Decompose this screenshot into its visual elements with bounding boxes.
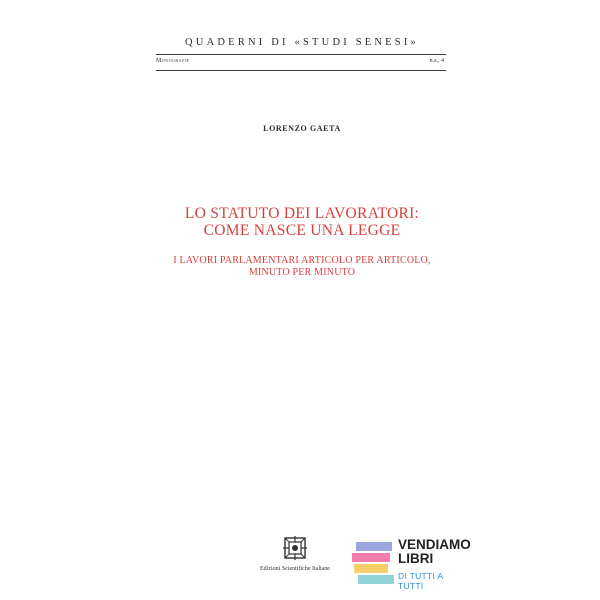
- publisher-emblem-icon: [282, 535, 308, 561]
- subtitle-line-1: I LAVORI PARLAMENTARI ARTICOLO PER ARTICOLO,: [173, 255, 431, 266]
- badge-tagline: DI TUTTI A TUTTI: [398, 571, 443, 591]
- badge-line-2: LIBRI: [398, 551, 434, 566]
- book-title: [148, 205, 456, 239]
- book-stack-icon: [350, 540, 396, 588]
- title-line-2: COME NASCE UNA LEGGE: [203, 222, 401, 239]
- header-rule-bottom: [156, 70, 446, 71]
- badge-line-1: VENDIAMO: [398, 537, 471, 552]
- author-name: LORENZO GAETA: [263, 124, 341, 133]
- series-number: n.s., 4: [429, 58, 444, 64]
- header-rule-top: [156, 54, 446, 55]
- publisher-name: Edizioni Scientifiche Italiane: [260, 566, 330, 572]
- title-line-1: LO STATUTO DEI LAVORATORI:: [184, 205, 420, 222]
- book-subtitle: [148, 255, 456, 279]
- book-cover: [148, 0, 456, 600]
- series-title: QUADERNI DI «STUDI SENESI»: [185, 37, 419, 48]
- vendiamo-libri-badge: [350, 536, 470, 592]
- subtitle-line-2: MINUTO PER MINUTO: [248, 267, 356, 278]
- series-section: Monografie: [156, 58, 190, 64]
